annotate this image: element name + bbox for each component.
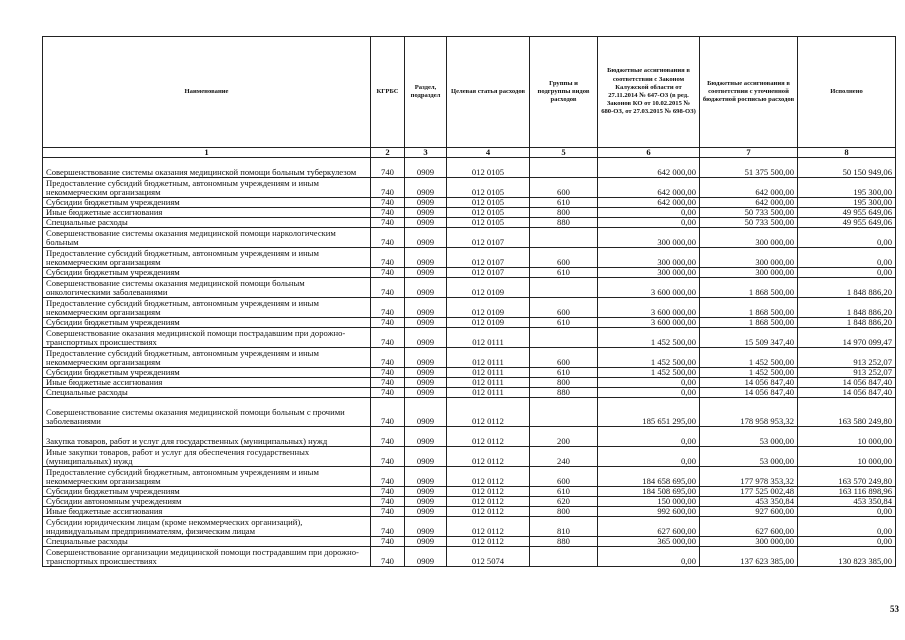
expense-group-cell — [530, 158, 598, 178]
table-row — [43, 517, 896, 537]
razdel-cell: 0909 — [405, 388, 447, 398]
executed-cell: 163 580 249,80 — [798, 398, 896, 427]
expense-group-cell — [530, 328, 598, 348]
expense-group-cell: 600 — [530, 348, 598, 368]
expense-group-cell — [530, 228, 598, 248]
executed-cell: 195 300,00 — [798, 178, 896, 198]
law-allocation-cell: 184 508 695,00 — [598, 487, 700, 497]
razdel-cell: 0909 — [405, 228, 447, 248]
kgrbs-cell: 740 — [371, 447, 405, 467]
target-article-cell: 012 0112 — [447, 517, 530, 537]
executed-cell: 0,00 — [798, 537, 896, 547]
executed-cell: 50 150 949,06 — [798, 158, 896, 178]
refined-allocation-cell: 453 350,84 — [700, 497, 798, 507]
column-number-row — [43, 148, 896, 158]
column-number: 7 — [700, 148, 798, 158]
law-allocation-cell: 185 651 295,00 — [598, 398, 700, 427]
table-row — [43, 537, 896, 547]
refined-allocation-cell: 300 000,00 — [700, 228, 798, 248]
expense-group-cell — [530, 398, 598, 427]
razdel-cell: 0909 — [405, 507, 447, 517]
law-allocation-cell: 627 600,00 — [598, 517, 700, 537]
law-allocation-cell: 0,00 — [598, 218, 700, 228]
razdel-cell: 0909 — [405, 208, 447, 218]
target-article-cell: 012 0112 — [447, 398, 530, 427]
expense-group-cell — [530, 547, 598, 567]
table-body — [43, 158, 896, 567]
table-row — [43, 178, 896, 198]
target-article-cell: 012 0112 — [447, 447, 530, 467]
header-razdel: Раздел, подраздел — [405, 37, 447, 148]
law-allocation-cell: 992 600,00 — [598, 507, 700, 517]
target-article-cell: 012 0112 — [447, 507, 530, 517]
executed-cell: 130 823 385,00 — [798, 547, 896, 567]
row-name: Совершенствование оказания медицинской помощи пострадавшим при дорожно-транспортных происшествиях — [43, 328, 371, 348]
target-article-cell: 012 0111 — [447, 378, 530, 388]
razdel-cell: 0909 — [405, 198, 447, 208]
razdel-cell: 0909 — [405, 278, 447, 298]
table-row — [43, 378, 896, 388]
razdel-cell: 0909 — [405, 547, 447, 567]
target-article-cell: 012 0107 — [447, 268, 530, 278]
executed-cell: 913 252,07 — [798, 348, 896, 368]
expense-group-cell: 600 — [530, 298, 598, 318]
header-kgrbs: КГРБС — [371, 37, 405, 148]
razdel-cell: 0909 — [405, 378, 447, 388]
executed-cell: 1 848 886,20 — [798, 278, 896, 298]
row-name: Иные бюджетные ассигнования — [43, 378, 371, 388]
executed-cell: 49 955 649,06 — [798, 208, 896, 218]
column-number: 8 — [798, 148, 896, 158]
row-name: Специальные расходы — [43, 218, 371, 228]
executed-cell: 0,00 — [798, 517, 896, 537]
law-allocation-cell: 1 452 500,00 — [598, 348, 700, 368]
razdel-cell: 0909 — [405, 268, 447, 278]
table-row — [43, 487, 896, 497]
kgrbs-cell: 740 — [371, 487, 405, 497]
law-allocation-cell: 184 658 695,00 — [598, 467, 700, 487]
executed-cell: 0,00 — [798, 228, 896, 248]
refined-allocation-cell: 1 868 500,00 — [700, 318, 798, 328]
row-name: Предоставление субсидий бюджетным, автономным учреждениям и иным некоммерческим организациям — [43, 248, 371, 268]
budget-table — [42, 36, 896, 567]
kgrbs-cell: 740 — [371, 388, 405, 398]
law-allocation-cell: 642 000,00 — [598, 198, 700, 208]
target-article-cell: 012 0112 — [447, 487, 530, 497]
row-name: Предоставление субсидий бюджетным, автономным учреждениям и иным некоммерческим организациям — [43, 348, 371, 368]
razdel-cell: 0909 — [405, 517, 447, 537]
target-article-cell: 012 0109 — [447, 318, 530, 328]
law-allocation-cell: 0,00 — [598, 208, 700, 218]
kgrbs-cell: 740 — [371, 178, 405, 198]
kgrbs-cell: 740 — [371, 248, 405, 268]
target-article-cell: 012 0112 — [447, 467, 530, 487]
expense-group-cell: 620 — [530, 497, 598, 507]
row-name: Закупка товаров, работ и услуг для государственных (муниципальных) нужд — [43, 427, 371, 447]
law-allocation-cell: 3 600 000,00 — [598, 318, 700, 328]
razdel-cell: 0909 — [405, 447, 447, 467]
expense-group-cell: 610 — [530, 198, 598, 208]
refined-allocation-cell: 14 056 847,40 — [700, 388, 798, 398]
refined-allocation-cell: 51 375 500,00 — [700, 158, 798, 178]
target-article-cell: 012 0105 — [447, 208, 530, 218]
law-allocation-cell: 365 000,00 — [598, 537, 700, 547]
row-name: Субсидии бюджетным учреждениям — [43, 487, 371, 497]
table-row — [43, 497, 896, 507]
law-allocation-cell: 0,00 — [598, 388, 700, 398]
table-row — [43, 218, 896, 228]
kgrbs-cell: 740 — [371, 348, 405, 368]
law-allocation-cell: 0,00 — [598, 547, 700, 567]
law-allocation-cell: 1 452 500,00 — [598, 328, 700, 348]
expense-group-cell: 880 — [530, 218, 598, 228]
table-row — [43, 298, 896, 318]
law-allocation-cell: 300 000,00 — [598, 268, 700, 278]
row-name: Специальные расходы — [43, 388, 371, 398]
razdel-cell: 0909 — [405, 368, 447, 378]
target-article-cell: 012 0112 — [447, 427, 530, 447]
executed-cell: 1 848 886,20 — [798, 298, 896, 318]
header-name: Наименование — [43, 37, 371, 148]
table-row — [43, 388, 896, 398]
refined-allocation-cell: 53 000,00 — [700, 427, 798, 447]
target-article-cell: 012 5074 — [447, 547, 530, 567]
refined-allocation-cell: 178 958 953,32 — [700, 398, 798, 427]
kgrbs-cell: 740 — [371, 547, 405, 567]
row-name: Совершенствование системы оказания медицинской помощи больным онкологическими заболеваниями — [43, 278, 371, 298]
expense-group-cell: 240 — [530, 447, 598, 467]
row-name: Иные закупки товаров, работ и услуг для обеспечения государственных (муниципальных) нужд — [43, 447, 371, 467]
razdel-cell: 0909 — [405, 248, 447, 268]
executed-cell: 0,00 — [798, 507, 896, 517]
expense-group-cell: 600 — [530, 467, 598, 487]
razdel-cell: 0909 — [405, 178, 447, 198]
law-allocation-cell: 150 000,00 — [598, 497, 700, 507]
law-allocation-cell: 1 452 500,00 — [598, 368, 700, 378]
razdel-cell: 0909 — [405, 348, 447, 368]
razdel-cell: 0909 — [405, 467, 447, 487]
expense-group-cell: 610 — [530, 487, 598, 497]
razdel-cell: 0909 — [405, 537, 447, 547]
header-target-article: Целевая статья расходов — [447, 37, 530, 148]
kgrbs-cell: 740 — [371, 427, 405, 447]
kgrbs-cell: 740 — [371, 298, 405, 318]
table-row — [43, 427, 896, 447]
column-number: 4 — [447, 148, 530, 158]
expense-group-cell: 600 — [530, 178, 598, 198]
expense-group-cell: 880 — [530, 388, 598, 398]
refined-allocation-cell: 1 452 500,00 — [700, 368, 798, 378]
table-row — [43, 507, 896, 517]
table-row — [43, 447, 896, 467]
table-header-row — [43, 37, 896, 148]
column-number: 3 — [405, 148, 447, 158]
kgrbs-cell: 740 — [371, 378, 405, 388]
row-name: Субсидии бюджетным учреждениям — [43, 318, 371, 328]
row-name: Субсидии бюджетным учреждениям — [43, 268, 371, 278]
executed-cell: 10 000,00 — [798, 427, 896, 447]
kgrbs-cell: 740 — [371, 208, 405, 218]
law-allocation-cell: 642 000,00 — [598, 158, 700, 178]
header-law-allocations: Бюджетные ассигнования в соответствии с Законом Калужской области от 27.11.2014 № 647-ОЗ (в ред. Законов КО от 10.02.2015 № 680-ОЗ, от 27.03.2015 № 698-ОЗ) — [598, 37, 700, 148]
table-row — [43, 268, 896, 278]
target-article-cell: 012 0111 — [447, 348, 530, 368]
target-article-cell: 012 0112 — [447, 537, 530, 547]
executed-cell: 14 056 847,40 — [798, 378, 896, 388]
executed-cell: 10 000,00 — [798, 447, 896, 467]
column-number: 2 — [371, 148, 405, 158]
target-article-cell: 012 0111 — [447, 388, 530, 398]
kgrbs-cell: 740 — [371, 268, 405, 278]
kgrbs-cell: 740 — [371, 328, 405, 348]
refined-allocation-cell: 642 000,00 — [700, 198, 798, 208]
refined-allocation-cell: 177 978 353,32 — [700, 467, 798, 487]
page-number: 53 — [890, 604, 899, 614]
razdel-cell: 0909 — [405, 298, 447, 318]
row-name: Субсидии автономным учреждениям — [43, 497, 371, 507]
kgrbs-cell: 740 — [371, 318, 405, 328]
executed-cell: 163 570 249,80 — [798, 467, 896, 487]
kgrbs-cell: 740 — [371, 198, 405, 208]
refined-allocation-cell: 50 733 500,00 — [700, 218, 798, 228]
row-name: Совершенствование организации медицинской помощи пострадавшим при дорожно-транспортных происшествиях — [43, 547, 371, 567]
law-allocation-cell: 0,00 — [598, 427, 700, 447]
header-executed: Исполнено — [798, 37, 896, 148]
expense-group-cell: 600 — [530, 248, 598, 268]
table-row — [43, 208, 896, 218]
expense-group-cell — [530, 278, 598, 298]
refined-allocation-cell: 14 056 847,40 — [700, 378, 798, 388]
refined-allocation-cell: 50 733 500,00 — [700, 208, 798, 218]
table-row — [43, 198, 896, 208]
refined-allocation-cell: 300 000,00 — [700, 268, 798, 278]
razdel-cell: 0909 — [405, 318, 447, 328]
law-allocation-cell: 0,00 — [598, 378, 700, 388]
razdel-cell: 0909 — [405, 158, 447, 178]
expense-group-cell: 800 — [530, 208, 598, 218]
column-number: 5 — [530, 148, 598, 158]
kgrbs-cell: 740 — [371, 537, 405, 547]
razdel-cell: 0909 — [405, 398, 447, 427]
expense-group-cell: 200 — [530, 427, 598, 447]
refined-allocation-cell: 627 600,00 — [700, 517, 798, 537]
executed-cell: 0,00 — [798, 248, 896, 268]
law-allocation-cell: 300 000,00 — [598, 228, 700, 248]
razdel-cell: 0909 — [405, 427, 447, 447]
column-number: 1 — [43, 148, 371, 158]
row-name: Субсидии бюджетным учреждениям — [43, 198, 371, 208]
expense-group-cell: 800 — [530, 507, 598, 517]
razdel-cell: 0909 — [405, 328, 447, 348]
executed-cell: 14 056 847,40 — [798, 388, 896, 398]
expense-group-cell: 610 — [530, 268, 598, 278]
target-article-cell: 012 0109 — [447, 298, 530, 318]
row-name: Совершенствование системы оказания медицинской помощи наркологическим больным — [43, 228, 371, 248]
kgrbs-cell: 740 — [371, 517, 405, 537]
expense-group-cell: 810 — [530, 517, 598, 537]
expense-group-cell: 880 — [530, 537, 598, 547]
refined-allocation-cell: 53 000,00 — [700, 447, 798, 467]
executed-cell: 49 955 649,06 — [798, 218, 896, 228]
kgrbs-cell: 740 — [371, 507, 405, 517]
expense-group-cell: 610 — [530, 318, 598, 328]
razdel-cell: 0909 — [405, 487, 447, 497]
kgrbs-cell: 740 — [371, 398, 405, 427]
row-name: Специальные расходы — [43, 537, 371, 547]
column-number: 6 — [598, 148, 700, 158]
target-article-cell: 012 0111 — [447, 368, 530, 378]
executed-cell: 14 970 099,47 — [798, 328, 896, 348]
row-name: Субсидии бюджетным учреждениям — [43, 368, 371, 378]
refined-allocation-cell: 1 868 500,00 — [700, 298, 798, 318]
table-row — [43, 547, 896, 567]
refined-allocation-cell: 300 000,00 — [700, 248, 798, 268]
refined-allocation-cell: 15 509 347,40 — [700, 328, 798, 348]
table-row — [43, 368, 896, 378]
target-article-cell: 012 0112 — [447, 497, 530, 507]
executed-cell: 453 350,84 — [798, 497, 896, 507]
razdel-cell: 0909 — [405, 218, 447, 228]
table-row — [43, 318, 896, 328]
law-allocation-cell: 3 600 000,00 — [598, 298, 700, 318]
row-name: Совершенствование системы оказания медицинской помощи больным туберкулезом — [43, 158, 371, 178]
law-allocation-cell: 300 000,00 — [598, 248, 700, 268]
table-row — [43, 348, 896, 368]
executed-cell: 163 116 898,96 — [798, 487, 896, 497]
kgrbs-cell: 740 — [371, 228, 405, 248]
law-allocation-cell: 0,00 — [598, 447, 700, 467]
table-row — [43, 158, 896, 178]
kgrbs-cell: 740 — [371, 218, 405, 228]
target-article-cell: 012 0105 — [447, 218, 530, 228]
target-article-cell: 012 0107 — [447, 228, 530, 248]
refined-allocation-cell: 1 868 500,00 — [700, 278, 798, 298]
executed-cell: 0,00 — [798, 268, 896, 278]
row-name: Предоставление субсидий бюджетным, автономным учреждениям и иным некоммерческим организациям — [43, 467, 371, 487]
razdel-cell: 0909 — [405, 497, 447, 507]
refined-allocation-cell: 642 000,00 — [700, 178, 798, 198]
header-refined-allocations: Бюджетные ассигнования в соответствии с уточненной бюджетной росписью расходов — [700, 37, 798, 148]
table-row — [43, 467, 896, 487]
target-article-cell: 012 0105 — [447, 158, 530, 178]
refined-allocation-cell: 177 525 002,48 — [700, 487, 798, 497]
expense-group-cell: 800 — [530, 378, 598, 388]
row-name: Совершенствование системы оказания медицинской помощи больным с прочими заболеваниями — [43, 398, 371, 427]
kgrbs-cell: 740 — [371, 158, 405, 178]
table-row — [43, 398, 896, 427]
row-name: Иные бюджетные ассигнования — [43, 507, 371, 517]
row-name: Субсидии юридическим лицам (кроме некоммерческих организаций), индивидуальным предпринимателям, физическим лицам — [43, 517, 371, 537]
table-row — [43, 328, 896, 348]
table-row — [43, 228, 896, 248]
kgrbs-cell: 740 — [371, 278, 405, 298]
target-article-cell: 012 0109 — [447, 278, 530, 298]
refined-allocation-cell: 927 600,00 — [700, 507, 798, 517]
law-allocation-cell: 642 000,00 — [598, 178, 700, 198]
kgrbs-cell: 740 — [371, 467, 405, 487]
budget-document-page — [42, 36, 895, 567]
kgrbs-cell: 740 — [371, 497, 405, 507]
table-row — [43, 278, 896, 298]
row-name: Иные бюджетные ассигнования — [43, 208, 371, 218]
row-name: Предоставление субсидий бюджетным, автономным учреждениям и иным некоммерческим организациям — [43, 178, 371, 198]
row-name: Предоставление субсидий бюджетным, автономным учреждениям и иным некоммерческим организациям — [43, 298, 371, 318]
target-article-cell: 012 0107 — [447, 248, 530, 268]
law-allocation-cell: 3 600 000,00 — [598, 278, 700, 298]
target-article-cell: 012 0105 — [447, 198, 530, 208]
target-article-cell: 012 0105 — [447, 178, 530, 198]
expense-group-cell: 610 — [530, 368, 598, 378]
header-expense-group: Группы и подгруппы видов расходов — [530, 37, 598, 148]
executed-cell: 1 848 886,20 — [798, 318, 896, 328]
refined-allocation-cell: 137 623 385,00 — [700, 547, 798, 567]
executed-cell: 195 300,00 — [798, 198, 896, 208]
executed-cell: 913 252,07 — [798, 368, 896, 378]
target-article-cell: 012 0111 — [447, 328, 530, 348]
refined-allocation-cell: 1 452 500,00 — [700, 348, 798, 368]
table-row — [43, 248, 896, 268]
refined-allocation-cell: 300 000,00 — [700, 537, 798, 547]
kgrbs-cell: 740 — [371, 368, 405, 378]
